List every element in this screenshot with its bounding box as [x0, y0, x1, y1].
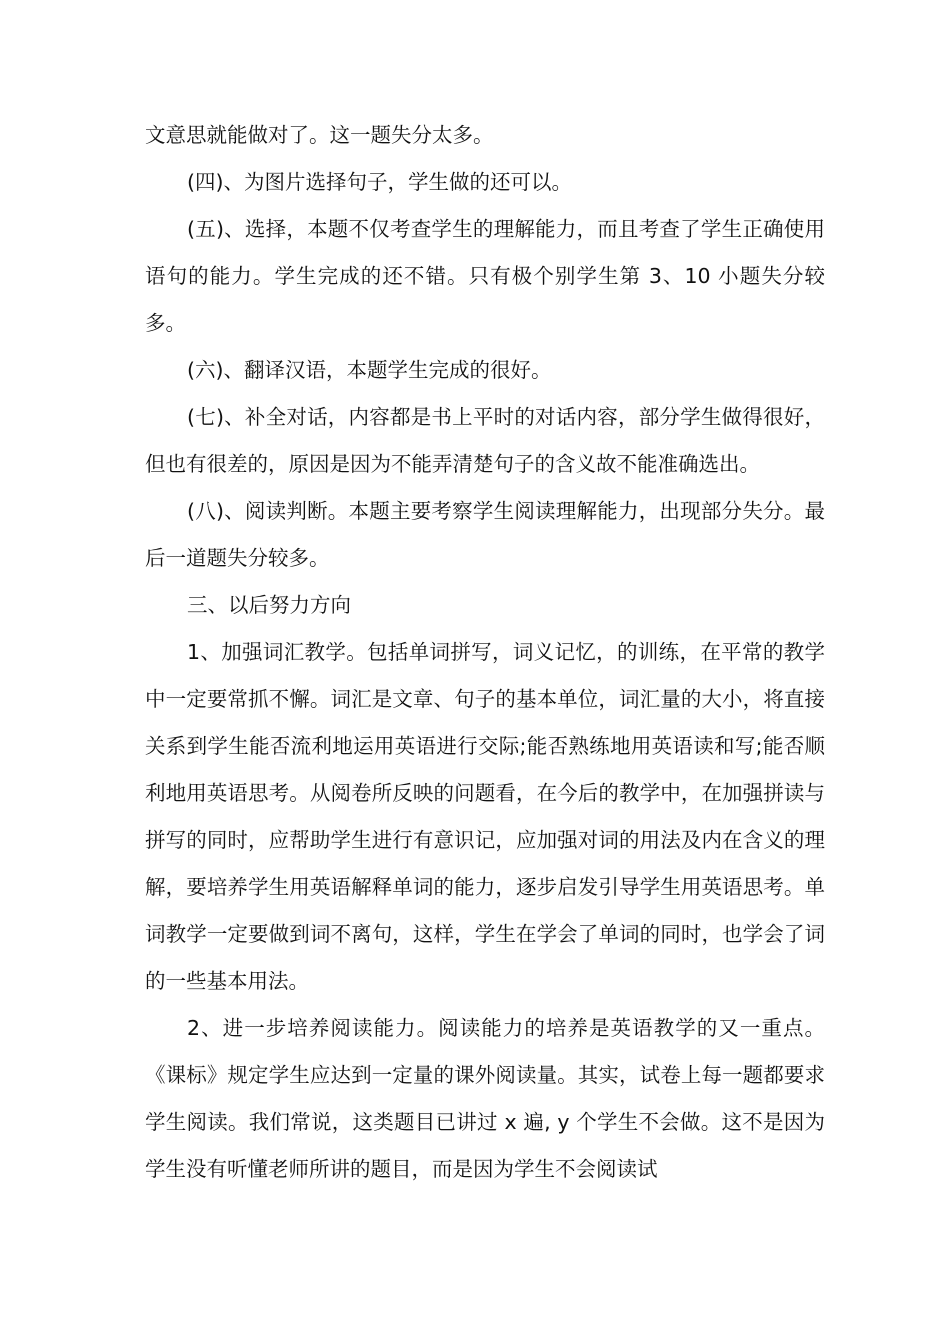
paragraph: 2、进一步培养阅读能力。阅读能力的培养是英语教学的又一重点。《课标》规定学生应达到一定量的课外阅读量。其实，试卷上每一题都要求学生阅读。我们常说，这类题目已讲过 x 遍, y 个学生不会做。这不是因为学生没有听懂老师所讲的题目，而是因为学生不会阅读试 [145, 1016, 825, 1181]
paragraph: (六)、翻译汉语，本题学生完成的很好。 [187, 358, 552, 382]
paragraph: (七)、补全对话，内容都是书上平时的对话内容，部分学生做得很好，但也有很差的，原因是因为不能弄清楚句子的含义故不能准确选出。 [145, 405, 825, 476]
section-heading: 三、以后努力方向 [187, 593, 351, 617]
paragraph: 1、加强词汇教学。包括单词拼写，词义记忆，的训练，在平常的教学中一定要常抓不懈。词汇是文章、句子的基本单位，词汇量的大小，将直接关系到学生能否流利地运用英语进行交际;能否熟练地用英语读和写;能否顺利地用英语思考。从阅卷所反映的问题看，在今后的教学中，在加强拼读与拼写的同时，应帮助学生进行有意识记，应加强对词的用法及内在含义的理解，要培养学生用英语解释单词的能力，逐步启发引导学生用英语思考。单词教学一定要做到词不离句，这样，学生在学会了单词的同时，也学会了词的一些基本用法。 [145, 640, 825, 993]
document-body [145, 112, 825, 1193]
paragraph: (四)、为图片选择句子，学生做的还可以。 [187, 170, 572, 194]
paragraph: (五)、选择，本题不仅考查学生的理解能力，而且考查了学生正确使用语句的能力。学生完成的还不错。只有极个别学生第 3、10 小题失分较多。 [145, 217, 825, 335]
paragraph: (八)、阅读判断。本题主要考察学生阅读理解能力，出现部分失分。最后一道题失分较多。 [145, 499, 825, 570]
paragraph: 文意思就能做对了。这一题失分太多。 [145, 123, 494, 147]
